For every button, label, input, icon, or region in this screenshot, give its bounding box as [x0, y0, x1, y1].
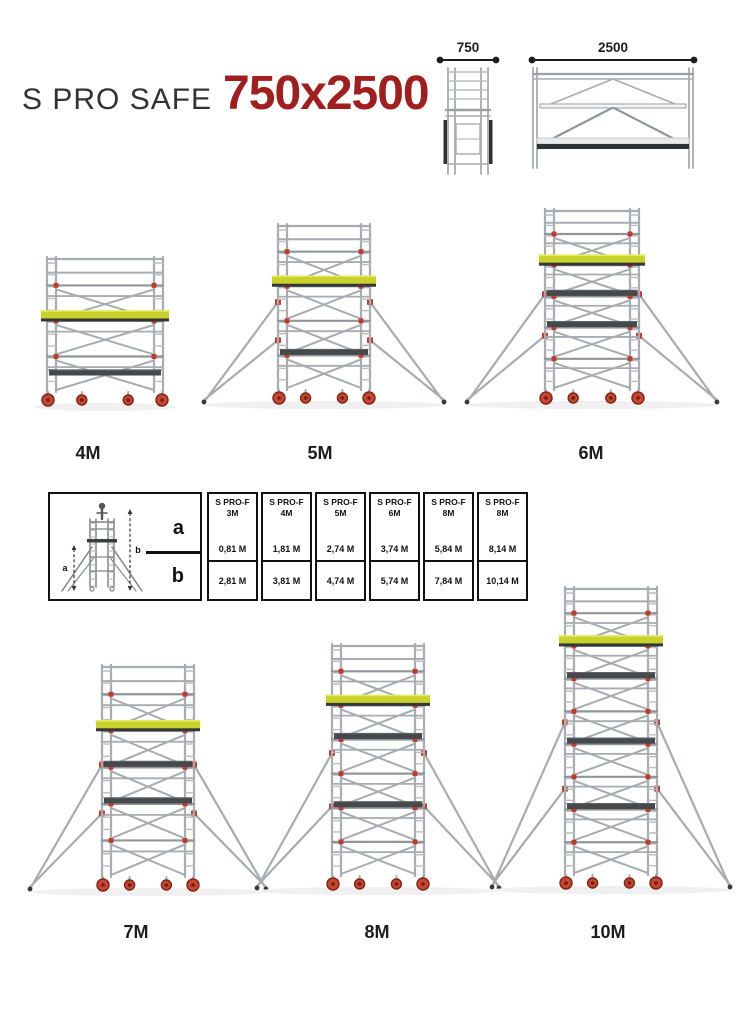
title-product-line: S PRO SAFE	[22, 83, 213, 116]
spec-value-b: 4,74 M	[326, 575, 355, 586]
tower-graphic	[487, 583, 735, 895]
dimension-label: 2500	[597, 40, 629, 55]
spec-value-b: 10,14 M	[486, 575, 519, 586]
spec-column-header: S PRO-F 8M	[431, 497, 466, 519]
spec-value-a: 8,14 M	[488, 544, 517, 554]
spec-column-header: S PRO-F 8M	[485, 497, 520, 519]
tower-image-4m	[30, 253, 180, 412]
spec-column-header: S PRO-F 5M	[323, 497, 358, 519]
tower-label-5m: 5M	[307, 443, 333, 463]
tower-graphic	[25, 661, 271, 897]
row-label-b: b	[171, 565, 184, 587]
title-size: 750x2500	[223, 67, 429, 120]
spec-value-a: 3,74 M	[380, 544, 409, 554]
legend-divider	[146, 551, 200, 554]
svg-text:b: b	[135, 545, 141, 555]
row-label-a: a	[172, 517, 184, 539]
spec-column-header: S PRO-F 4M	[269, 497, 304, 519]
spec-column	[261, 492, 312, 601]
height-legend-diagram	[52, 495, 152, 602]
spec-column-header: S PRO-F 3M	[215, 497, 250, 519]
spec-value-a: 2,74 M	[326, 544, 355, 554]
tower-image-10m	[487, 583, 735, 895]
spec-column	[207, 492, 258, 601]
spec-column	[315, 492, 366, 601]
spec-columns	[207, 492, 528, 601]
tower-label-8m: 8M	[364, 922, 390, 942]
tower-image-5m	[199, 220, 449, 410]
spec-column	[369, 492, 420, 601]
spec-value-a: 1,81 M	[272, 544, 301, 554]
page-title	[22, 66, 429, 121]
spec-column	[477, 492, 528, 601]
tower-graphic	[30, 253, 180, 412]
spec-legend	[48, 492, 202, 601]
dimension-label: 750	[456, 40, 480, 55]
spec-column-header: S PRO-F 6M	[377, 497, 412, 519]
spec-table	[48, 492, 528, 601]
spec-value-b: 7,84 M	[434, 575, 463, 586]
tower-image-7m	[25, 661, 271, 897]
spec-column	[423, 492, 474, 601]
spec-value-b: 2,81 M	[218, 575, 247, 586]
tower-label-10m: 10M	[590, 922, 626, 942]
tower-image-8m	[252, 640, 504, 896]
tower-image-6m	[462, 205, 722, 410]
frame-width-diagram	[432, 36, 504, 180]
spec-value-b: 5,74 M	[380, 575, 409, 586]
tower-label-7m: 7M	[123, 922, 149, 942]
frame-length-graphic	[524, 36, 702, 180]
spec-value-a: 0,81 M	[218, 544, 247, 554]
tower-label-6m: 6M	[578, 443, 604, 463]
tower-graphic	[462, 205, 722, 410]
svg-text:a: a	[62, 563, 68, 573]
tower-label-4m: 4M	[75, 443, 101, 463]
frame-width-graphic	[432, 36, 504, 180]
spec-value-b: 3,81 M	[272, 575, 301, 586]
spec-value-a: 5,84 M	[434, 544, 463, 554]
height-legend-graphic	[52, 495, 152, 597]
tower-graphic	[199, 220, 449, 410]
frame-length-diagram	[524, 36, 702, 180]
tower-graphic	[252, 640, 504, 896]
